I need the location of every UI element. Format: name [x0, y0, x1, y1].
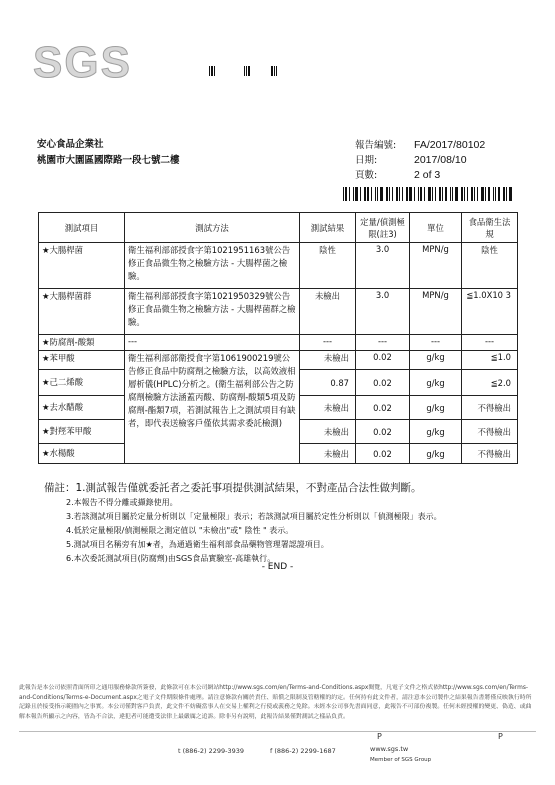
client-name: 安心食品企業社	[37, 139, 104, 150]
footer-p-mark-1: P	[377, 732, 382, 741]
footer-p-mark-2: P	[498, 732, 503, 741]
notes-block	[44, 480, 442, 566]
row-method: 衛生福利部部授食字第1021951163號公告修正食品微生物之檢驗方法 - 大腸桿菌之檢驗。	[125, 243, 300, 289]
end-marker: - END -	[261, 562, 294, 572]
table-header-row	[39, 213, 518, 243]
header-limit: 定量/偵測極限(註3)	[356, 213, 410, 243]
report-number-label: 報告編號:	[355, 140, 397, 151]
table-row	[39, 243, 518, 289]
row-unit: MPN/g	[410, 243, 462, 289]
row-method: 衛生福利部部授食字第1021950329號公告修正食品微生物之檢驗方法 - 大腸桿菌群之檢驗。	[125, 289, 300, 335]
results-table	[38, 212, 518, 464]
row-result: 未檢出	[300, 396, 356, 420]
footer-fax: f (886-2) 2299-1687	[270, 747, 336, 755]
row-item: ★己二烯酸	[39, 370, 125, 396]
footer-member: Member of SGS Group	[370, 757, 432, 763]
row-unit: ---	[410, 335, 462, 351]
row-item: ★苯甲酸	[39, 351, 125, 370]
row-result: 0.87	[300, 370, 356, 396]
row-regulation: 不得檢出	[462, 396, 518, 420]
note-6: 6.本次委託測試項目(防腐劑)由SGS食品實驗室-高雄執行。	[66, 554, 276, 563]
row-result: 未檢出	[300, 420, 356, 444]
report-barcode	[343, 187, 515, 201]
preservative-method: 衛生福利部部衛授食字第1061900219號公告修正食品中防腐劑之檢驗方法，以高效液相層析儀(HPLC)分析之。(衛生福利部公告之防腐劑檢驗方法涵蓋丙酸、防腐劑-酸類5項及防腐劑-酯類7項，若測試報告上之測試項目有缺者，即代表送檢客戶僅依其需求委託檢測)	[125, 351, 300, 464]
table-row	[39, 351, 518, 370]
row-method: ---	[125, 335, 300, 351]
row-limit: 0.02	[356, 370, 410, 396]
table-row	[39, 289, 518, 335]
row-regulation: 陰性	[462, 243, 518, 289]
row-unit: MPN/g	[410, 289, 462, 335]
note-4: 4.低於定量極限/偵測極限之測定值以 "未檢出"或" 陰性 " 表示。	[66, 526, 294, 535]
row-regulation: ≦1.0X10 3	[462, 289, 518, 335]
row-limit: 0.02	[356, 396, 410, 420]
row-limit: 0.02	[356, 351, 410, 370]
row-limit: 0.02	[356, 444, 410, 464]
row-item: ★去水醋酸	[39, 396, 125, 420]
row-unit: g/kg	[410, 351, 462, 370]
note-2: 2.本報告不得分離或擷錄使用。	[66, 498, 178, 507]
row-unit: g/kg	[410, 396, 462, 420]
sgs-logo-text: SGS	[33, 38, 132, 87]
header-unit: 單位	[410, 213, 462, 243]
row-item: ★防腐劑-酸類	[39, 335, 125, 351]
footer-disclaimer: 此報告是本公司依照背面所印之通用服務條款所簽發，此條款可在本公司網站http://www.sgs.com/en/Terms-and-Conditions.aspx閱覽，凡電子文件之格式依http://www.sgs.com/en/Terms-and-Conditions/Terms-e-Document.aspx之電子文件期限條件處理。請注意條款有關於責任、賠償之限制及管轄權的約定。任何持有此文件者，請注意本公司製作之結果報告書將僅反映執行時所記錄且於接受指示範圍內之事實。本公司僅對客戶負責，此文件不妨礙當事人在交易上權利之行使或義務之免除。未經本公司事先書面同意，此報告不可部份複製。任何未經授權的變更、偽造、或曲解本報告所顯示之內容，皆為不合法，違犯者可能遭受法律上最嚴厲之追訴。除非另有說明，此報告結果僅對測試之樣品負責。	[19, 685, 532, 720]
row-result: 未檢出	[300, 351, 356, 370]
row-item: ★對羥苯甲酸	[39, 420, 125, 444]
report-meta	[355, 138, 485, 183]
sgs-logo	[33, 38, 132, 87]
client-address: 桃園市大園區國際路一段七號二樓	[37, 155, 180, 166]
note-5: 5.測試項目名稱旁有加★者，為通過衛生福利部食品藥物管理署認證項目。	[66, 540, 329, 549]
row-unit: g/kg	[410, 420, 462, 444]
row-result: 未檢出	[300, 289, 356, 335]
row-limit: ---	[356, 335, 410, 351]
row-regulation: ≦1.0	[462, 351, 518, 370]
table-row	[39, 335, 518, 351]
report-date-label: 日期:	[355, 155, 378, 166]
bar-mark-1	[209, 66, 215, 76]
header-item: 測試項目	[39, 213, 125, 243]
bar-mark-2	[244, 66, 250, 76]
row-item: ★水楊酸	[39, 444, 125, 464]
footer-phone: t (886-2) 2299-3939	[178, 747, 245, 755]
report-page-value: 2 of 3	[414, 169, 441, 181]
row-limit: 3.0	[356, 243, 410, 289]
note-3: 3.若該測試項目屬於定量分析則以「定量極限」表示；若該測試項目屬於定性分析則以「偵測極限」表示。	[66, 512, 442, 521]
row-item: ★大腸桿菌群	[39, 289, 125, 335]
report-number-value: FA/2017/80102	[414, 139, 486, 151]
row-result: ---	[300, 335, 356, 351]
row-regulation: 不得檢出	[462, 444, 518, 464]
row-regulation: ≦2.0	[462, 370, 518, 396]
client-block	[37, 137, 180, 169]
row-limit: 0.02	[356, 420, 410, 444]
row-unit: g/kg	[410, 444, 462, 464]
report-page-label: 頁數:	[355, 170, 378, 181]
footer-divider	[19, 731, 536, 732]
row-regulation: ---	[462, 335, 518, 351]
header-result: 測試結果	[300, 213, 356, 243]
footer-website: www.sgs.tw	[370, 745, 409, 753]
row-result: 未檢出	[300, 444, 356, 464]
row-regulation: 不得檢出	[462, 420, 518, 444]
row-limit: 3.0	[356, 289, 410, 335]
note-1: 備註：1.測試報告僅就委託者之委託事項提供測試結果，不對產品合法性做判斷。	[44, 482, 422, 494]
report-date-value: 2017/08/10	[414, 154, 467, 166]
row-item: ★大腸桿菌	[39, 243, 125, 289]
row-result: 陰性	[300, 243, 356, 289]
header-method: 測試方法	[125, 213, 300, 243]
bar-mark-3	[271, 66, 277, 76]
row-unit: g/kg	[410, 370, 462, 396]
header-regulation: 食品衛生法規	[462, 213, 518, 243]
